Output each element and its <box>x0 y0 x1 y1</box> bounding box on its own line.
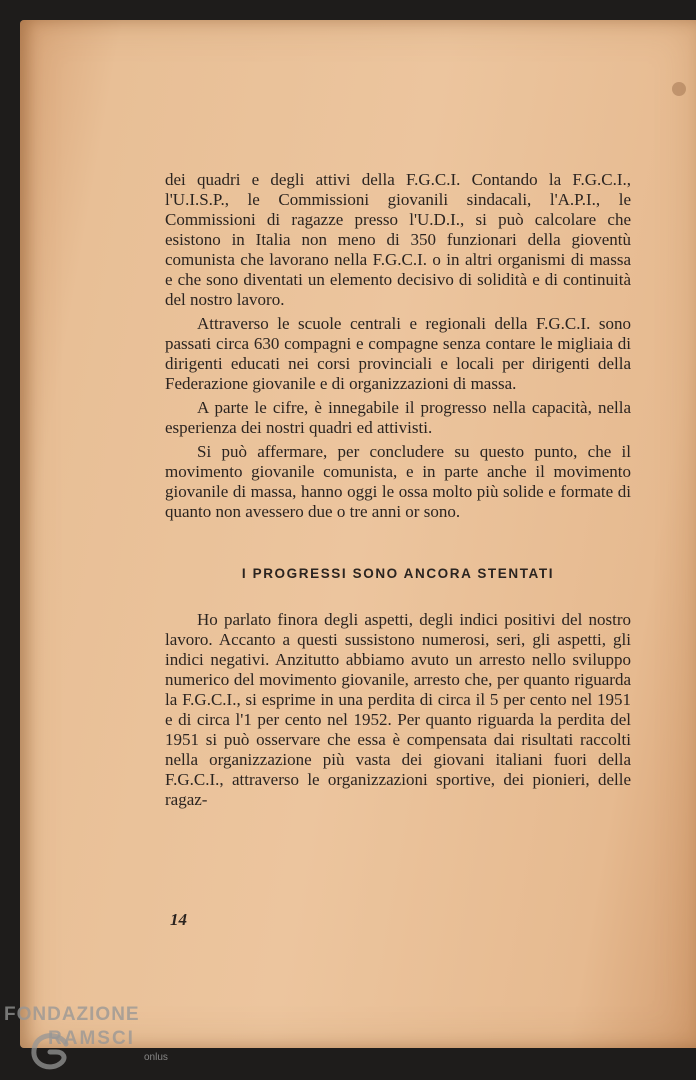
paragraph-4: Si può affermare, per concludere su questo punto, che il movimento giovanile comunista, e in parte anche il movimento giovanile di massa, hanno oggi le ossa molto più solide e formate di quanto non avessero due o tre anni or sono. <box>165 442 631 521</box>
watermark-line2: RAMSCI <box>48 1028 135 1049</box>
page-number: 14 <box>170 910 187 929</box>
paragraph-3: A parte le cifre, è innegabile il progresso nella capacità, nella esperienza dei nostri quadri ed attivisti. <box>165 398 631 437</box>
watermark-logo <box>4 1004 184 1074</box>
watermark-suffix: onlus <box>144 1052 168 1063</box>
section-heading: I PROGRESSI SONO ANCORA STENTATI <box>241 566 555 581</box>
body-text <box>165 170 631 810</box>
paragraph-5: Ho parlato finora degli aspetti, degli indici positivi del nostro lavoro. Accanto a questi sussistono numerosi, seri, gli aspetti, gli indici negativi. Anzitutto abbiamo avuto un arresto nello sviluppo numerico del movimento giovanile, arresto che, per quanto riguarda la F.G.C.I., si esprime in una perdita di circa il 5 per cento nel 1951 e di circa l'1 per cento nel 1952. Per quanto riguarda la perdita del 1951 si può osservare che essa è compensata dai risultati raccolti nella organizzazione più vasta dei giovani italiani fuori della F.G.C.I., attraverso le organizzazioni sportive, dei pionieri, delle ragaz- <box>165 610 631 809</box>
paper-stain <box>672 82 686 96</box>
watermark-line1: FONDAZIONE <box>4 1004 140 1025</box>
paragraph-2: Attraverso le scuole centrali e regionali della F.G.C.I. sono passati circa 630 compagni e compagne senza contare le migliaia di dirigenti educati nei corsi provinciali e locali per dirigenti della Federazione giovanile e di organizzazioni di massa. <box>165 314 631 393</box>
paragraph-1: dei quadri e degli attivi della F.G.C.I. Contando la F.G.C.I., l'U.I.S.P., le Commissioni giovanili sindacali, l'A.P.I., le Commissioni di ragazze presso l'U.D.I., si può calcolare che esistono in Italia non meno di 350 funzionari della gioventù comunista che lavorano nella F.G.C.I. o in altri organismi di massa e che sono diventati un elemento decisivo di solidità e di continuità del nostro lavoro. <box>165 170 631 309</box>
